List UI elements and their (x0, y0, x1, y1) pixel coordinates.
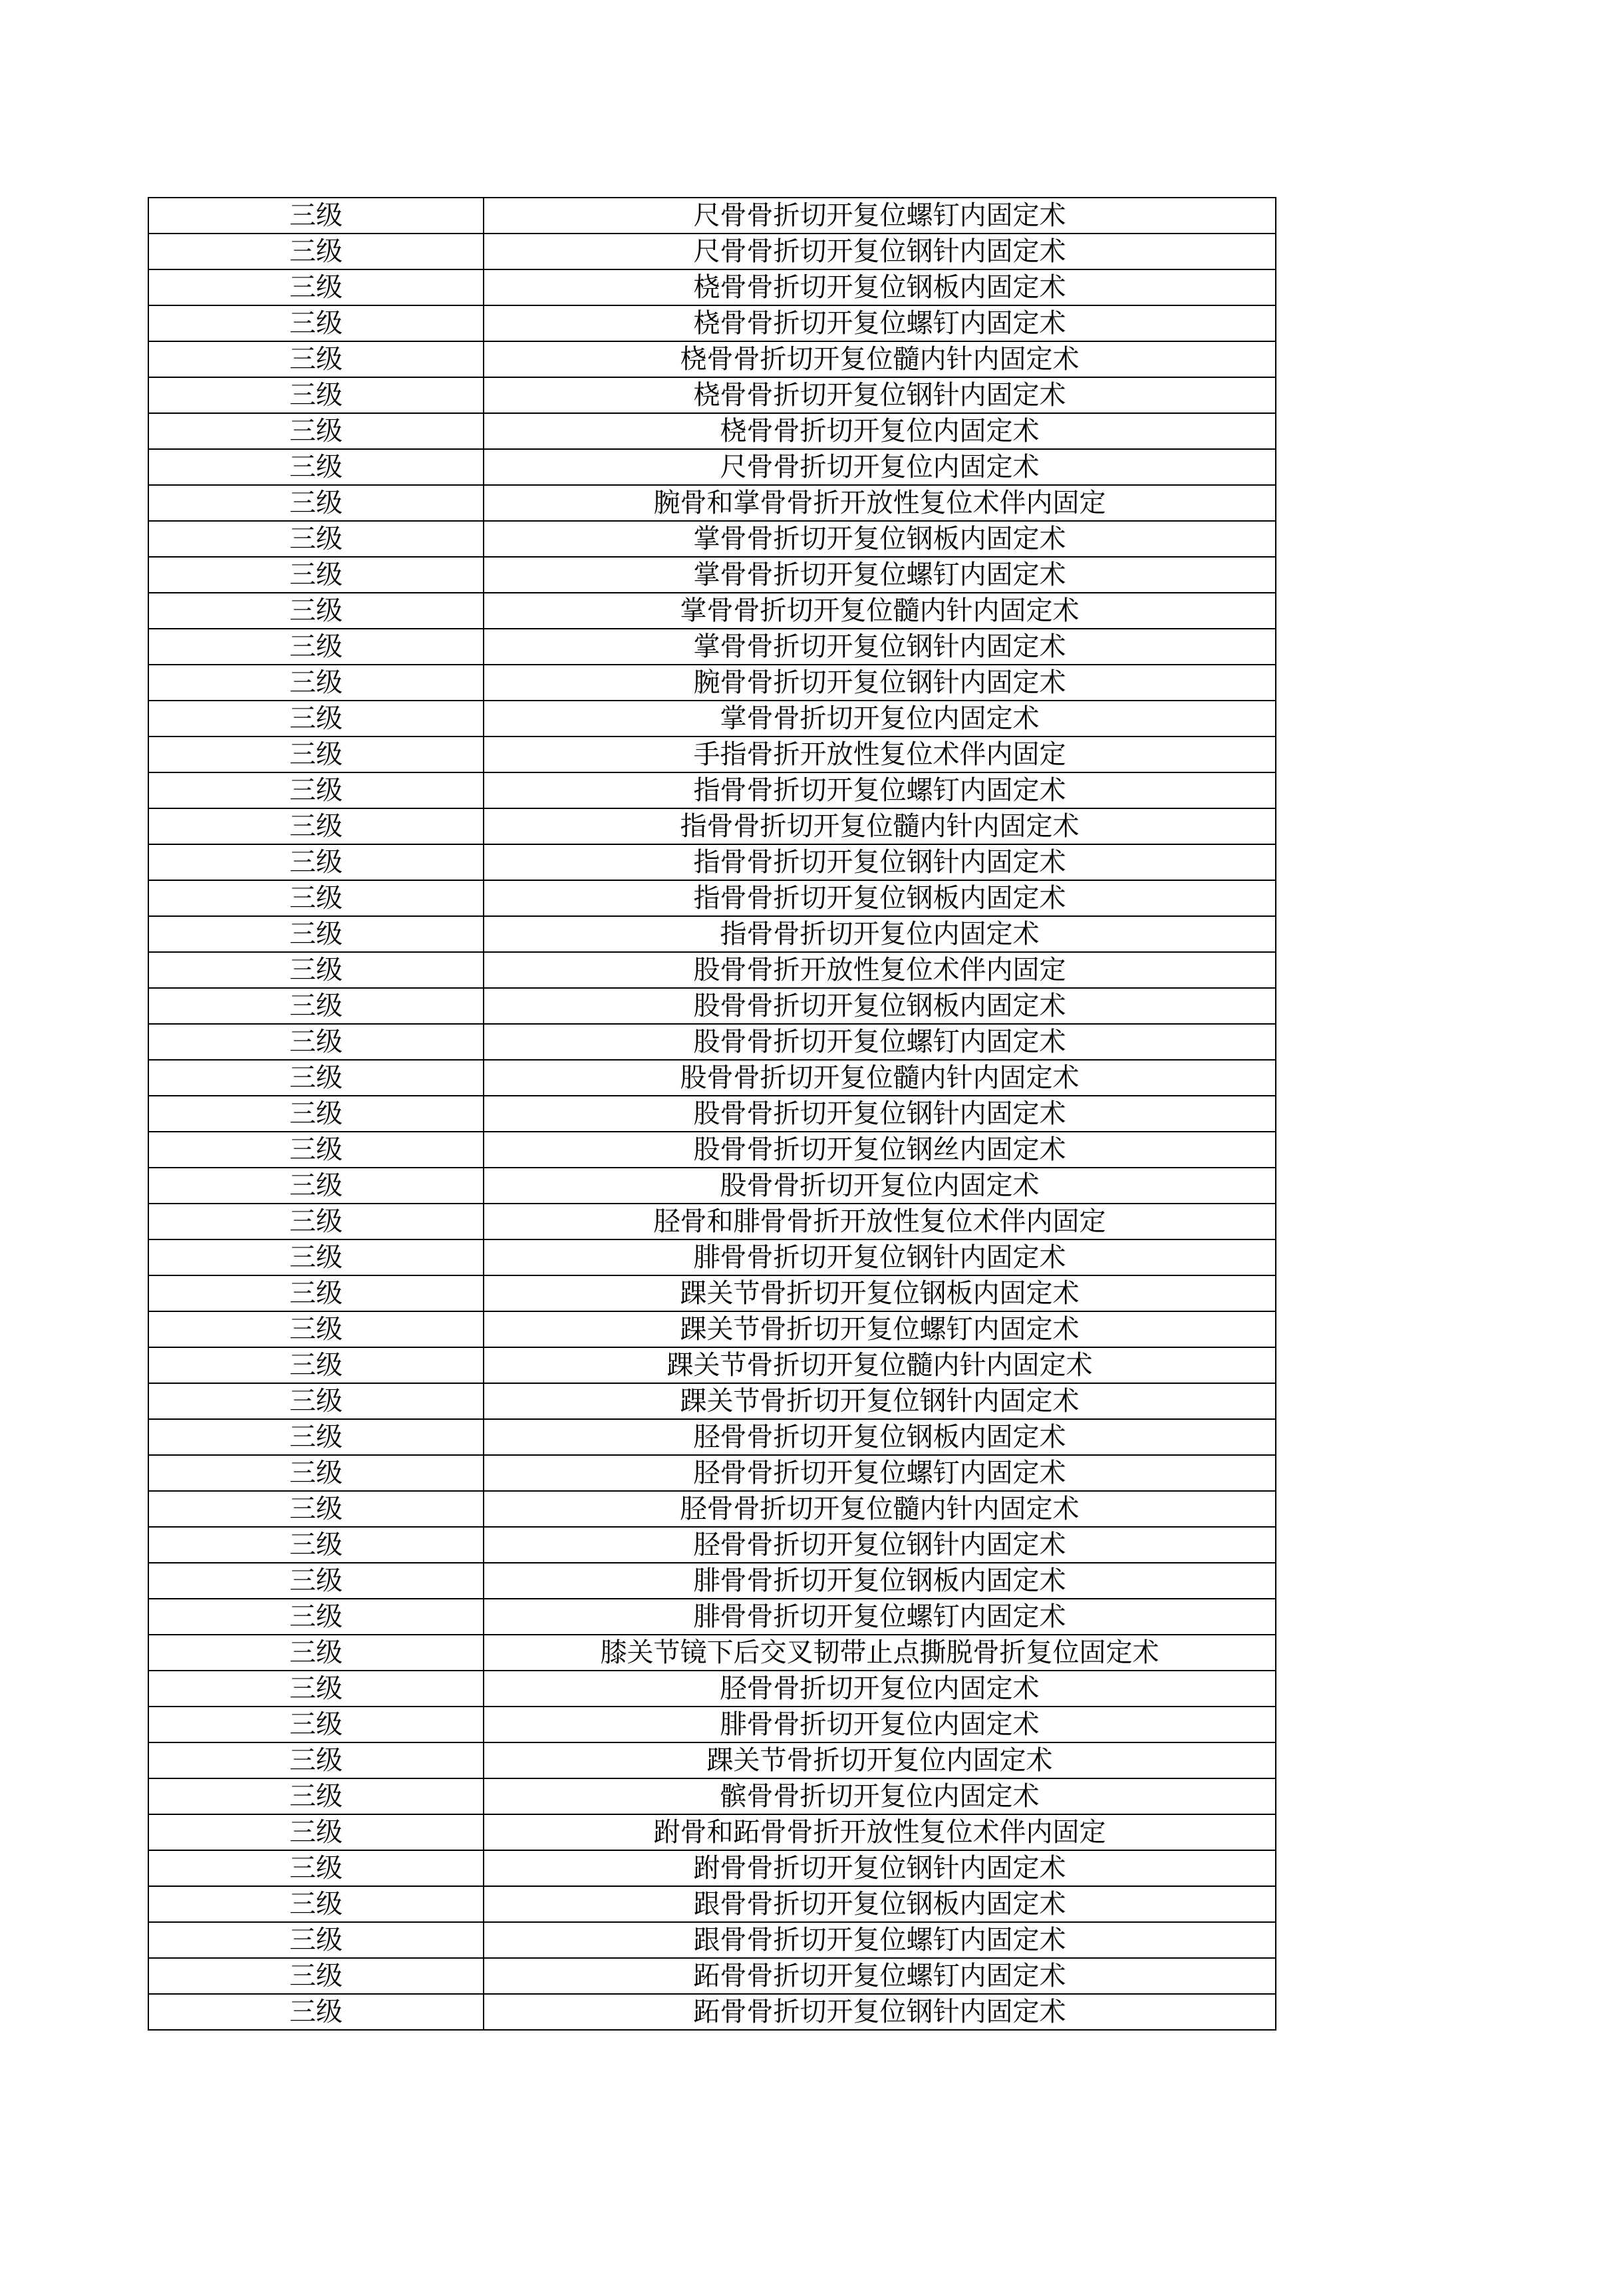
table-row (148, 629, 1276, 665)
level-cell: 三级 (148, 1671, 484, 1707)
table-row (148, 1239, 1276, 1275)
level-cell: 三级 (148, 1886, 484, 1922)
table-row (148, 234, 1276, 269)
level-cell: 三级 (148, 1527, 484, 1563)
table-row (148, 808, 1276, 844)
procedure-name-cell: 踝关节骨折切开复位髓内针内固定术 (484, 1347, 1276, 1383)
procedure-name-cell: 踝关节骨折切开复位内固定术 (484, 1742, 1276, 1778)
procedure-name-cell: 股骨骨折切开复位钢丝内固定术 (484, 1132, 1276, 1168)
level-cell: 三级 (148, 665, 484, 701)
level-cell: 三级 (148, 1060, 484, 1096)
level-cell: 三级 (148, 449, 484, 485)
table-row (148, 1886, 1276, 1922)
procedure-name-cell: 胫骨骨折切开复位髓内针内固定术 (484, 1491, 1276, 1527)
table-row (148, 701, 1276, 737)
table-row (148, 1778, 1276, 1814)
procedure-name-cell: 尺骨骨折切开复位内固定术 (484, 449, 1276, 485)
table-row (148, 269, 1276, 305)
procedure-table-body (148, 198, 1276, 2030)
level-cell: 三级 (148, 1707, 484, 1742)
table-row (148, 593, 1276, 629)
level-cell: 三级 (148, 593, 484, 629)
procedure-name-cell: 股骨骨折切开复位钢针内固定术 (484, 1096, 1276, 1132)
procedure-name-cell: 指骨骨折切开复位钢针内固定术 (484, 844, 1276, 880)
level-cell: 三级 (148, 485, 484, 521)
procedure-name-cell: 胫骨骨折切开复位内固定术 (484, 1671, 1276, 1707)
level-cell: 三级 (148, 737, 484, 772)
level-cell: 三级 (148, 916, 484, 952)
level-cell: 三级 (148, 1814, 484, 1850)
table-row (148, 844, 1276, 880)
table-row (148, 521, 1276, 557)
table-row (148, 1599, 1276, 1635)
table-row (148, 1060, 1276, 1096)
level-cell: 三级 (148, 557, 484, 593)
procedure-name-cell: 股骨骨折切开复位钢板内固定术 (484, 988, 1276, 1024)
table-row (148, 988, 1276, 1024)
procedure-table (148, 197, 1276, 2031)
level-cell: 三级 (148, 377, 484, 413)
level-cell: 三级 (148, 1419, 484, 1455)
procedure-name-cell: 掌骨骨折切开复位髓内针内固定术 (484, 593, 1276, 629)
procedure-name-cell: 尺骨骨折切开复位螺钉内固定术 (484, 198, 1276, 234)
level-cell: 三级 (148, 1599, 484, 1635)
level-cell: 三级 (148, 1455, 484, 1491)
table-row (148, 1204, 1276, 1239)
procedure-name-cell: 腓骨骨折切开复位钢板内固定术 (484, 1563, 1276, 1599)
table-row (148, 1814, 1276, 1850)
table-row (148, 1958, 1276, 1994)
procedure-name-cell: 股骨骨折切开复位内固定术 (484, 1168, 1276, 1204)
level-cell: 三级 (148, 1742, 484, 1778)
table-row (148, 1275, 1276, 1311)
procedure-name-cell: 腕骨和掌骨骨折开放性复位术伴内固定 (484, 485, 1276, 521)
procedure-name-cell: 腓骨骨折切开复位钢针内固定术 (484, 1239, 1276, 1275)
procedure-name-cell: 跗骨骨折切开复位钢针内固定术 (484, 1850, 1276, 1886)
procedure-name-cell: 髌骨骨折切开复位内固定术 (484, 1778, 1276, 1814)
table-row (148, 1311, 1276, 1347)
level-cell: 三级 (148, 1922, 484, 1958)
table-row (148, 1707, 1276, 1742)
procedure-name-cell: 跗骨和跖骨骨折开放性复位术伴内固定 (484, 1814, 1276, 1850)
level-cell: 三级 (148, 952, 484, 988)
level-cell: 三级 (148, 844, 484, 880)
table-row (148, 1742, 1276, 1778)
procedure-name-cell: 指骨骨折切开复位螺钉内固定术 (484, 772, 1276, 808)
level-cell: 三级 (148, 1778, 484, 1814)
procedure-name-cell: 指骨骨折切开复位钢板内固定术 (484, 880, 1276, 916)
table-row (148, 1096, 1276, 1132)
table-row (148, 772, 1276, 808)
level-cell: 三级 (148, 1850, 484, 1886)
table-row (148, 1132, 1276, 1168)
table-row (148, 557, 1276, 593)
procedure-name-cell: 腕骨骨折切开复位钢针内固定术 (484, 665, 1276, 701)
table-row (148, 305, 1276, 341)
level-cell: 三级 (148, 1958, 484, 1994)
procedure-name-cell: 指骨骨折切开复位髓内针内固定术 (484, 808, 1276, 844)
table-row (148, 880, 1276, 916)
procedure-name-cell: 跖骨骨折切开复位钢针内固定术 (484, 1994, 1276, 2030)
procedure-name-cell: 跟骨骨折切开复位螺钉内固定术 (484, 1922, 1276, 1958)
table-row (148, 198, 1276, 234)
procedure-name-cell: 掌骨骨折切开复位钢板内固定术 (484, 521, 1276, 557)
table-row (148, 1419, 1276, 1455)
level-cell: 三级 (148, 1563, 484, 1599)
level-cell: 三级 (148, 988, 484, 1024)
level-cell: 三级 (148, 629, 484, 665)
table-row (148, 1635, 1276, 1671)
procedure-name-cell: 膝关节镜下后交叉韧带止点撕脱骨折复位固定术 (484, 1635, 1276, 1671)
procedure-name-cell: 踝关节骨折切开复位钢板内固定术 (484, 1275, 1276, 1311)
level-cell: 三级 (148, 305, 484, 341)
procedure-name-cell: 桡骨骨折切开复位螺钉内固定术 (484, 305, 1276, 341)
table-row (148, 1671, 1276, 1707)
procedure-name-cell: 手指骨折开放性复位术伴内固定 (484, 737, 1276, 772)
level-cell: 三级 (148, 1024, 484, 1060)
procedure-name-cell: 掌骨骨折切开复位螺钉内固定术 (484, 557, 1276, 593)
level-cell: 三级 (148, 521, 484, 557)
procedure-name-cell: 胫骨骨折切开复位钢针内固定术 (484, 1527, 1276, 1563)
procedure-name-cell: 股骨骨折切开复位螺钉内固定术 (484, 1024, 1276, 1060)
table-row (148, 1994, 1276, 2030)
table-row (148, 485, 1276, 521)
procedure-name-cell: 踝关节骨折切开复位螺钉内固定术 (484, 1311, 1276, 1347)
table-row (148, 952, 1276, 988)
level-cell: 三级 (148, 772, 484, 808)
table-row (148, 665, 1276, 701)
table-row (148, 916, 1276, 952)
table-row (148, 737, 1276, 772)
level-cell: 三级 (148, 1239, 484, 1275)
level-cell: 三级 (148, 341, 484, 377)
table-row (148, 1347, 1276, 1383)
level-cell: 三级 (148, 1096, 484, 1132)
table-row (148, 1563, 1276, 1599)
procedure-name-cell: 桡骨骨折切开复位内固定术 (484, 413, 1276, 449)
table-row (148, 1168, 1276, 1204)
level-cell: 三级 (148, 701, 484, 737)
procedure-name-cell: 指骨骨折切开复位内固定术 (484, 916, 1276, 952)
level-cell: 三级 (148, 1204, 484, 1239)
procedure-name-cell: 桡骨骨折切开复位钢板内固定术 (484, 269, 1276, 305)
level-cell: 三级 (148, 1347, 484, 1383)
level-cell: 三级 (148, 269, 484, 305)
level-cell: 三级 (148, 1994, 484, 2030)
table-row (148, 1455, 1276, 1491)
table-row (148, 413, 1276, 449)
table-row (148, 377, 1276, 413)
level-cell: 三级 (148, 1275, 484, 1311)
table-row (148, 1922, 1276, 1958)
level-cell: 三级 (148, 880, 484, 916)
procedure-name-cell: 股骨骨折开放性复位术伴内固定 (484, 952, 1276, 988)
level-cell: 三级 (148, 1311, 484, 1347)
level-cell: 三级 (148, 1168, 484, 1204)
procedure-name-cell: 掌骨骨折切开复位内固定术 (484, 701, 1276, 737)
procedure-name-cell: 胫骨骨折切开复位螺钉内固定术 (484, 1455, 1276, 1491)
procedure-name-cell: 桡骨骨折切开复位髓内针内固定术 (484, 341, 1276, 377)
procedure-name-cell: 掌骨骨折切开复位钢针内固定术 (484, 629, 1276, 665)
procedure-name-cell: 腓骨骨折切开复位内固定术 (484, 1707, 1276, 1742)
level-cell: 三级 (148, 1635, 484, 1671)
level-cell: 三级 (148, 1132, 484, 1168)
procedure-name-cell: 跟骨骨折切开复位钢板内固定术 (484, 1886, 1276, 1922)
procedure-name-cell: 桡骨骨折切开复位钢针内固定术 (484, 377, 1276, 413)
table-row (148, 1383, 1276, 1419)
procedure-name-cell: 跖骨骨折切开复位螺钉内固定术 (484, 1958, 1276, 1994)
procedure-name-cell: 腓骨骨折切开复位螺钉内固定术 (484, 1599, 1276, 1635)
table-row (148, 449, 1276, 485)
table-row (148, 1850, 1276, 1886)
procedure-name-cell: 股骨骨折切开复位髓内针内固定术 (484, 1060, 1276, 1096)
procedure-name-cell: 尺骨骨折切开复位钢针内固定术 (484, 234, 1276, 269)
level-cell: 三级 (148, 413, 484, 449)
level-cell: 三级 (148, 234, 484, 269)
level-cell: 三级 (148, 198, 484, 234)
table-row (148, 1491, 1276, 1527)
table-row (148, 1527, 1276, 1563)
table-row (148, 1024, 1276, 1060)
procedure-name-cell: 踝关节骨折切开复位钢针内固定术 (484, 1383, 1276, 1419)
procedure-name-cell: 胫骨和腓骨骨折开放性复位术伴内固定 (484, 1204, 1276, 1239)
table-row (148, 341, 1276, 377)
level-cell: 三级 (148, 1383, 484, 1419)
level-cell: 三级 (148, 808, 484, 844)
level-cell: 三级 (148, 1491, 484, 1527)
procedure-name-cell: 胫骨骨折切开复位钢板内固定术 (484, 1419, 1276, 1455)
